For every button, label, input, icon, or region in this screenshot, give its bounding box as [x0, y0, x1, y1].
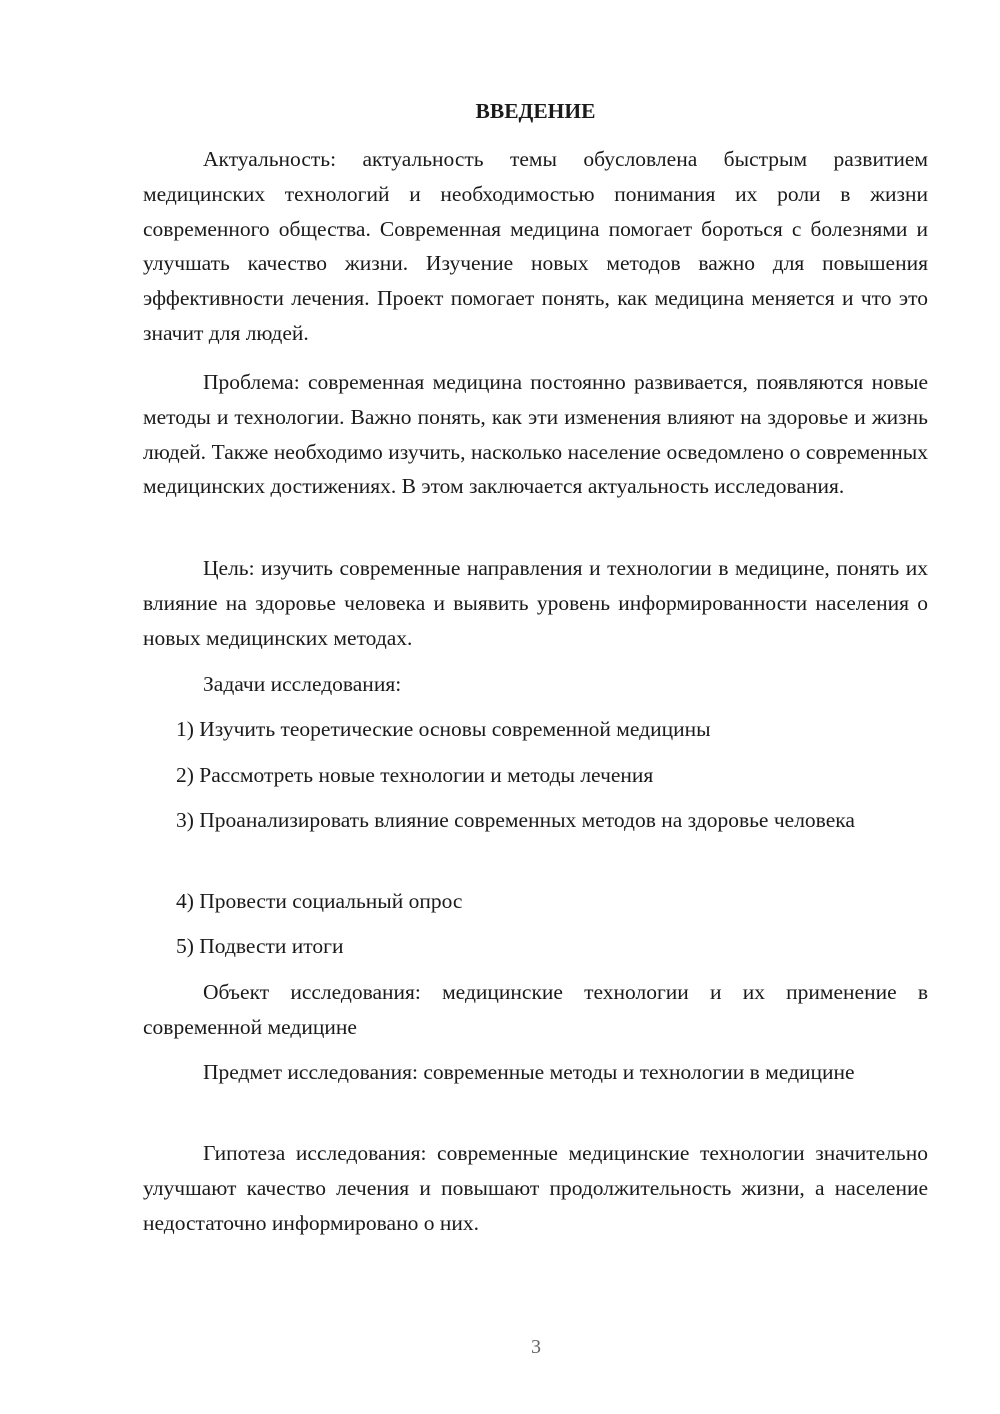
- subject-paragraph: Предмет исследования: современные методы и технологии в медицине: [203, 1060, 855, 1084]
- problem-paragraph: Проблема: современная медицина постоянно развивается, появляются новые методы и технологии. Важно понять, как эти изменения влияют на здоровье и жизнь людей. Также необходимо изучить, насколько население осведомлено о современных медицинских достижениях. В этом заключается актуальность исследования.: [143, 370, 928, 499]
- goal-paragraph: Цель: изучить современные направления и технологии в медицине, понять их влияние на здоровье человека и выявить уровень информированности населения о новых медицинских методах.: [143, 556, 928, 650]
- task-item-5: 5) Подвести итоги: [176, 934, 344, 958]
- hypothesis-paragraph: Гипотеза исследования: современные медицинские технологии значительно улучшают качество лечения и повышают продолжительность жизни, а население недостаточно информировано о них.: [143, 1141, 928, 1235]
- task-item-3: 3) Проанализировать влияние современных методов на здоровье человека: [176, 808, 855, 832]
- task-item-2: 2) Рассмотреть новые технологии и методы лечения: [176, 763, 654, 787]
- task-item-4: 4) Провести социальный опрос: [176, 889, 463, 913]
- task-item-1: 1) Изучить теоретические основы современной медицины: [176, 717, 711, 741]
- page-title: ВВЕДЕНИЕ: [475, 99, 596, 123]
- relevance-paragraph: Актуальность: актуальность темы обусловлена быстрым развитием медицинских технологий и необходимостью понимания их роли в жизни современного общества. Современная медицина помогает бороться с болезнями и улучшать качество жизни. Изучение новых методов важно для повышения эффективности лечения. Проект помогает понять, как медицина меняется и что это значит для людей.: [143, 147, 928, 345]
- page-number: 3: [531, 1336, 541, 1358]
- tasks-heading: Задачи исследования:: [203, 672, 402, 696]
- object-paragraph: Объект исследования: медицинские технологии и их применение в современной медицине: [143, 980, 928, 1039]
